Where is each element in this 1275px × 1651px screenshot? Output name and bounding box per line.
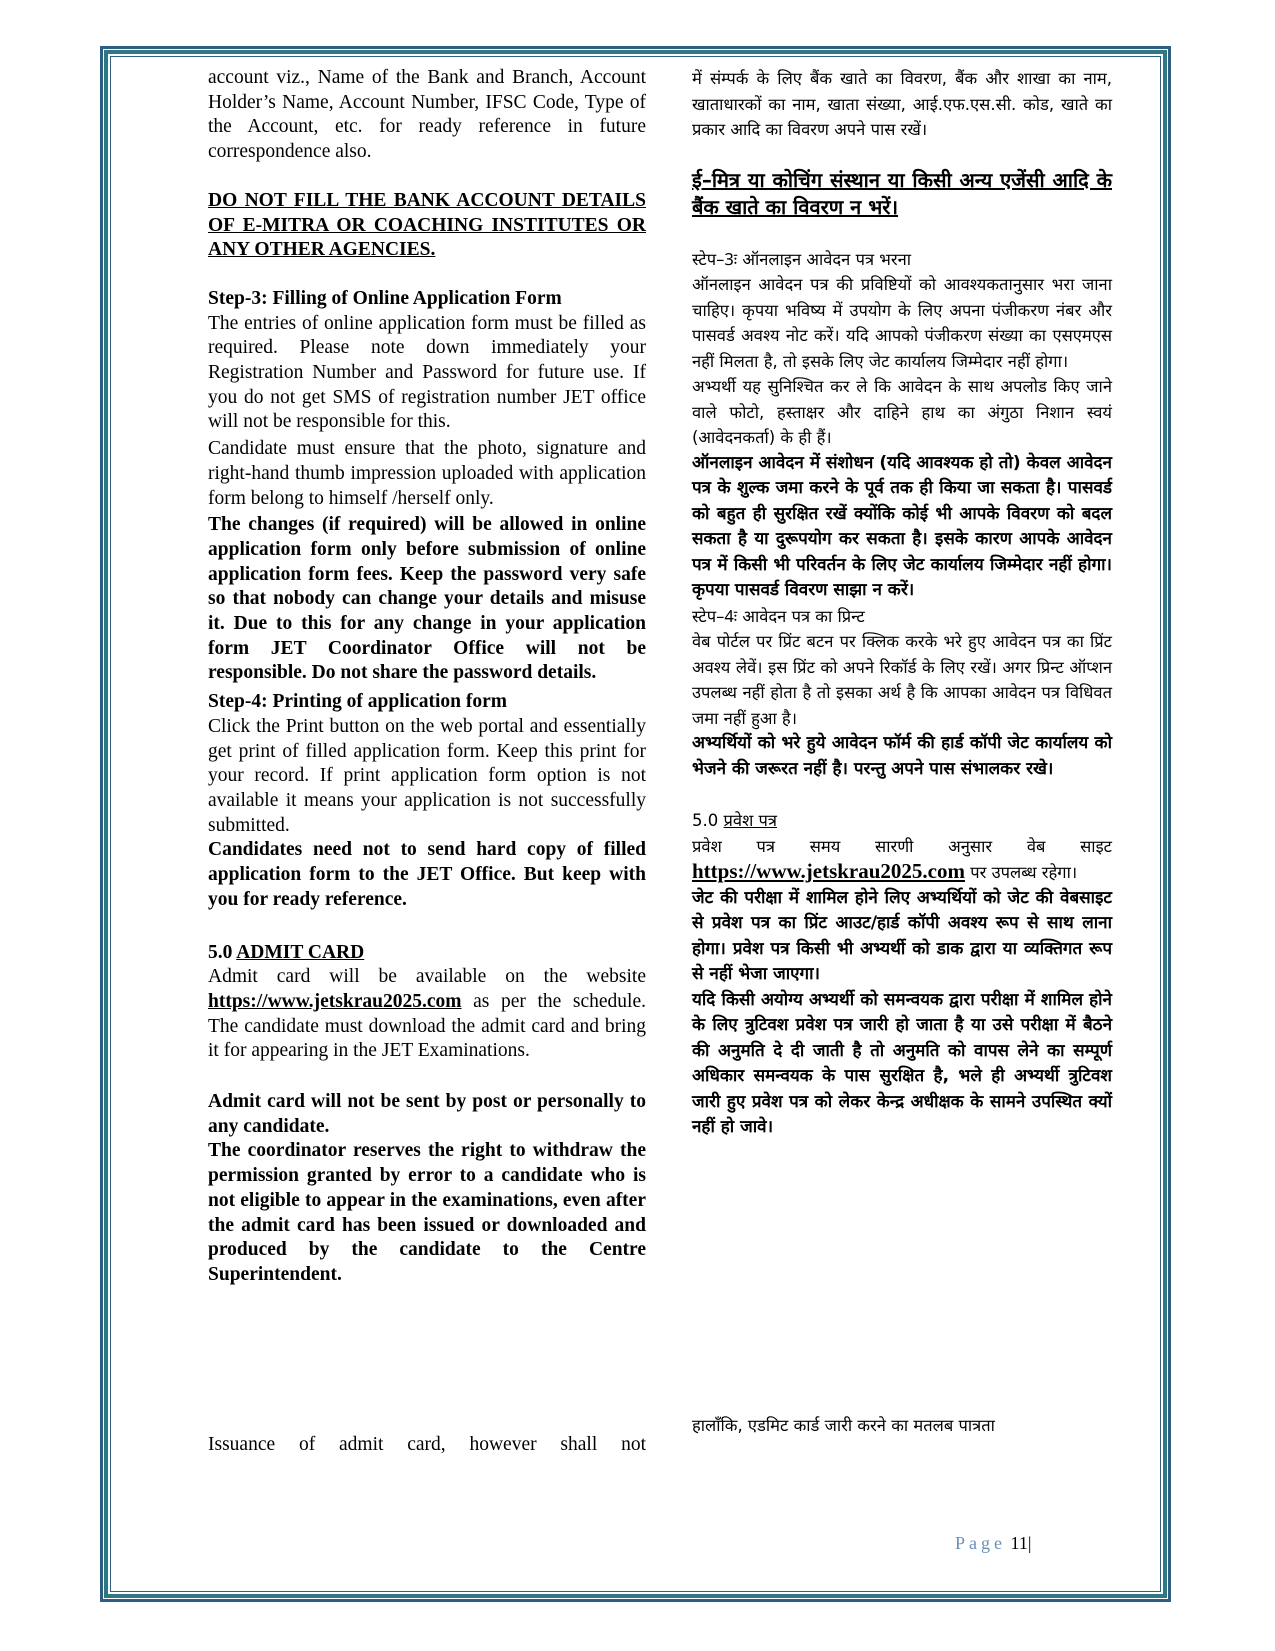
en-admit-paragraph-4: Issuance of admit card, however shall not [208, 1434, 646, 1455]
hi-website-link[interactable]: https://www.jetskrau2025.com [692, 859, 965, 883]
hi-account-paragraph: में संम्पर्क के लिए बैंक खाते का विवरण, बैंक और शाखा का नाम, खाताधारकों का नाम, खाता संख्या, आई.एफ.एस.सी. कोड, खाते का प्रकार आदि का विवरण अपने पास रखें। [692, 69, 1112, 139]
hi-step4-heading: स्टेप–4ः आवेदन पत्र का प्रिन्ट [692, 606, 865, 626]
hi-step4-paragraph-1: वेब पोर्टल पर प्रिंट बटन पर क्लिक करके भरे हुए आवेदन पत्र का प्रिंट अवश्य लेवें। इस प्रिंट को अपने रिकॉर्ड के लिए रखें। अगर प्रिन्ट ऑप्शन उपलब्ध नहीं होता है तो इसका अर्थ है कि आपका आवेदन पत्र विधिवत जमा नहीं हुआ है। [692, 632, 1112, 728]
en-step3-paragraph-2: Candidate must ensure that the photo, signature and right-hand thumb impression uploaded with application form belong to himself /herself only. [208, 438, 646, 509]
en-admit-section-number: 5.0 [208, 941, 233, 963]
page-separator: | [1027, 1533, 1032, 1553]
en-bank-warning: DO NOT FILL THE BANK ACCOUNT DETAILS OF E-MITRA OR COACHING INSTITUTES OR ANY OTHER AGENCIES. [208, 189, 646, 261]
hi-admit-section-title: प्रवेश पत्र [723, 811, 778, 830]
hi-admit-card-heading [692, 808, 1112, 834]
hi-bank-warning: ई–मित्र या कोचिंग संस्थान या किसी अन्य एजेंसी आदि के बैंक खाते का विवरण न भरें। [692, 167, 1112, 219]
en-admit-p1-start: Admit card will be available on the website [208, 966, 646, 988]
en-admit-card-heading [208, 941, 646, 966]
en-website-link[interactable]: https://www.jetskrau2025.com [208, 990, 462, 1012]
hi-step3-paragraph-1: ऑनलाइन आवेदन पत्र की प्रविष्टियों को आवश्यकतानुसार भरा जाना चाहिए। कृपया भविष्य में उपयोग के लिए अपना पंजीकरण नंबर और पासवर्ड अवश्य नोट करें। यदि आपको पंजीकरण संख्या का एसएमएस नहीं मिलता है, तो इसके लिए जेट कार्यालय जिम्मेदार नहीं होगा। [692, 275, 1112, 371]
hi-admit-paragraph-4: हालाँकि, एडमिट कार्ड जारी करने का मतलब पात्रता [692, 1416, 995, 1435]
en-admit-paragraph-2: Admit card will not be sent by post or personally to any candidate. [208, 1091, 646, 1137]
hi-admit-paragraph-3: यदि किसी अयोग्य अभ्यर्थी को समन्वयक द्वारा परीक्षा में शामिल होने के लिए त्रुटिवश प्रवेश पत्र जारी हो जाता है या उसे परीक्षा में बैठने की अनुमति दे दी जाती है तो अनुमति को वापस लेने का सम्पूर्ण अधिकार समन्वयक के पास सुरक्षित है, भले ही अभ्यर्थी त्रुटिवश जारी हुए प्रवेश पत्र को लेकर केन्द्र अधीक्षक के सामने उपस्थित क्यों नहीं हो जावे। [692, 989, 1112, 1137]
english-column [208, 66, 646, 1288]
hi-admit-paragraph-1 [692, 834, 1112, 886]
en-step3-paragraph-3: The changes (if required) will be allowed in online application form only before submission of online application form fees. Keep the password very safe so that nobody can change your details and misuse it. Due to this for any change in your application form JET Coordinator Office will not be responsible. Do not share the password details. [208, 514, 646, 684]
en-admit-p1-end: as per the schedule. The candidate must download the admit card and bring it for appearing in the JET Examinations. [208, 990, 646, 1062]
en-admit-section-title: ADMIT CARD [236, 941, 365, 963]
hi-step3-paragraph-3: ऑनलाइन आवेदन में संशोधन (यदि आवश्यक हो तो) केवल आवेदन पत्र के शुल्क जमा करने के पूर्व तक ही किया जा सकता है। पासवर्ड को बहुत ही सुरक्षित रखें क्योंकि कोई भी आपके विवरण को बदल सकता है या दुरूपयोग कर सकता है। इसके कारण आपके आवेदन पत्र में किसी भी परिवर्तन के लिए जेट कार्यालय जिम्मेदार नहीं होगा। कृपया पासवर्ड विवरण साझा न करें। [692, 452, 1112, 600]
page-number [955, 1533, 1031, 1554]
hi-admit-p1-start: प्रवेश पत्र समय सारणी अनुसार वेब साइट [692, 836, 1112, 856]
hindi-column [692, 66, 1112, 1141]
hi-step4-paragraph-2: अभ्यर्थियों को भरे हुये आवेदन फॉर्म की हार्ड कॉपी जेट कार्यालय को भेजने की जरूरत नहीं है। परन्तु अपने पास संभालकर रखे। [692, 733, 1112, 779]
en-step3-heading: Step-3: Filling of Online Application Form [208, 287, 562, 309]
en-admit-paragraph-3: The coordinator reserves the right to withdraw the permission granted by error to a candidate who is not eligible to appear in the examinations, even after the admit card has been issued or downloaded and produced by the candidate to the Centre Superintendent. [208, 1140, 646, 1285]
hi-admit-paragraph-2: जेट की परीक्षा में शामिल होने लिए अभ्यर्थियों को जेट की वेबसाइट से प्रवेश पत्र का प्रिंट आउट/हार्ड कॉपी अवश्य रूप से साथ लाना होगा। प्रवेश पत्र किसी भी अभ्यर्थी को डाक द्वारा या व्यक्तिगत रूप से नहीं भेजा जाएगा। [692, 887, 1112, 984]
page-number-value: 11 [1010, 1533, 1028, 1553]
hi-step3-paragraph-2: अभ्यर्थी यह सुनिश्चित कर ले कि आवेदन के साथ अपलोड किए जाने वाले फोटो, हस्ताक्षर और दाहिने हाथ का अंगुठा निशान स्वयं (आवेदनकर्ता) के ही हैं। [692, 377, 1112, 447]
page-word: Page [955, 1533, 1006, 1553]
en-account-paragraph: account viz., Name of the Bank and Branch, Account Holder’s Name, Account Number, IFSC Code, Type of the Account, etc. for ready reference in future correspondence also. [208, 67, 646, 163]
hi-step3-heading: स्टेप–3ः ऑनलाइन आवेदन पत्र भरना [692, 249, 912, 269]
en-step4-heading: Step-4: Printing of application form [208, 691, 507, 713]
en-step4-paragraph-2: Candidates need not to send hard copy of filled application form to the JET Office. But keep with you for ready reference. [208, 839, 646, 910]
hi-admit-p1-end: पर उपलब्ध रहेगा। [970, 863, 1078, 882]
hi-admit-section-number: 5.0 [692, 811, 719, 830]
en-admit-paragraph-1 [208, 965, 646, 1064]
en-step4-paragraph-1: Click the Print button on the web portal and essentially get print of filled application form. Keep this print for your record. If print application form option is not available it means your application is not successfully submitted. [208, 715, 646, 836]
en-step3-paragraph-1: The entries of online application form must be filled as required. Please note down immediately your Registration Number and Password for future use. If you do not get SMS of registration number JET office will not be responsible for this. [208, 312, 646, 433]
